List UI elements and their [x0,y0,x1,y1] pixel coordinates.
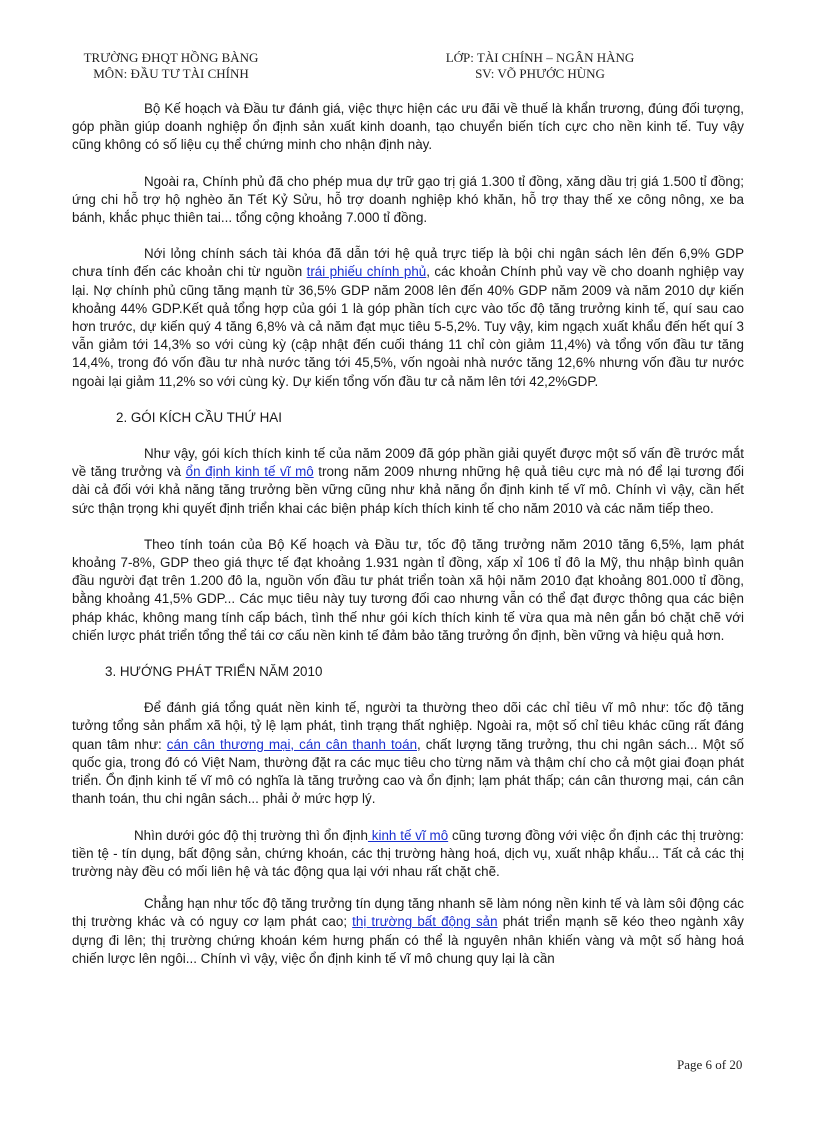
course-name: MÔN: ĐẦU TƯ TÀI CHÍNH [93,66,249,81]
section-heading-3: 3. HƯỚNG PHÁT TRIỂN NĂM 2010 [105,664,323,680]
paragraph-fiscal-policy [72,245,744,391]
text-segment: trong năm 2009 nhưng những hệ quả tiêu cực mà nó để lại tương đối dài cả đối với khả năng tăng trưởng bền vững cũng như khả năng ổn định kinh tế vĩ mô. Chính vì vậy, cần hết sức thận trọng khi quyết định triển khai các biện pháp kích thích kinh tế cho năm 2010 và các năm tiếp theo. [72,464,744,516]
paragraph-stimulus-summary [72,445,744,518]
text-segment: , các khoản Chính phủ vay về cho doanh nghiệp vay lại. Nợ chính phủ cũng tăng mạnh từ 36,5% GDP năm 2008 lên đến 40% GDP năm 2009 và năm 2010 dự kiến khoảng 44% GDP.Kết quả tổng hợp của gói 1 là góp phần tích cực vào tốc độ tăng trưởng kinh tế, quí sau cao hơn trước, dự kiến quý 4 tăng 6,8% và cả năm đạt mục tiêu 5-5,2%. Tuy vậy, kim ngạch xuất khẩu đến hết quí 3 vẫn giảm tới 14,3% so với cùng kỳ (cập nhật đến cuối tháng 11 chỉ còn giảm 11,4%) và tổng vốn đầu tư tăng 14,4%, trong đó vốn đầu tư nhà nước tăng tới 45,5%, vốn ngoài nhà nước tăng 12,6% nhưng vốn đầu tư nước ngoài lại giảm 11,2% so với cùng kỳ. Dự kiến tổng vốn đầu tư cả năm lên tới 42,2%GDP. [72,264,744,389]
text-segment: , chất lượng tăng trưởng, thu chi ngân sách... Một số quốc gia, trong đó có Việt Nam, thường đặt ra các mục tiêu cho từng năm và thậm chí cho cả một giai đoạn phát triển. Ổn định kinh tế vĩ mô có nghĩa là tăng trưởng cao và ổn định; lạm phát thấp; cán cân thương mại, cán cân thanh toán, thu chi ngân sách... phải ở mức hợp lý. [72,736,744,807]
text-segment: cũng tương đồng với việc ổn định các thị trường: tiền tệ - tín dụng, bất động sản, chứng khoán, các thị trường hàng hoá, dịch vụ, xuất nhập khẩu... Tất cả các thị trường này đều có mối liên hệ và tác động qua lại với nhau rất chặt chẽ. [72,827,744,879]
header-right [430,50,650,82]
paragraph-market-view [72,827,744,882]
document-body [72,100,744,986]
text-segment: Như vậy, gói kích thích kinh tế của năm 2009 đã góp phần giải quyết được một số vấn đề trước mắt về tăng trưởng và [72,446,744,480]
paragraph-reserves: Ngoài ra, Chính phủ đã cho phép mua dự trữ gạo trị giá 1.300 tỉ đồng, xăng dầu trị giá 1.500 tỉ đồng; ứng chi hỗ trợ hộ nghèo ăn Tết Kỷ Sửu, hỗ trợ doanh nghiệp khó khăn, hỗ trợ thay thế xe công nông, xe ba bánh, khắc phục thiên tai... tổng cộng khoảng 7.000 tỉ đồng. [72,173,744,226]
page-number: Page 6 of 20 [677,1057,743,1072]
header-left [76,50,266,82]
link-macro-economy[interactable]: kinh tế vĩ mô [367,827,449,843]
paragraph-tax-incentives: Bộ Kế hoạch và Đầu tư đánh giá, việc thực hiện các ưu đãi về thuế là khẩn trương, đúng đối tượng, góp phần giúp doanh nghiệp ổn định sản xuất kinh doanh, tạo chuyển biến tích cực cho nền kinh tế. Tuy vậy cũng không có số liệu cụ thể chứng minh cho nhận định này. [72,101,744,153]
text-segment: Nhìn dưới góc độ thị trường thì ổn định [134,827,368,843]
section-heading-2: 2. GÓI KÍCH CẦU THỨ HAI [116,409,282,425]
text-segment: Chẳng hạn như tốc độ tăng trưởng tín dụng tăng nhanh sẽ làm nóng nền kinh tế và làm sôi động các thị trường khác và có nguy cơ lạm phát cao; [72,896,744,930]
link-government-bonds[interactable]: trái phiếu chính phủ [306,264,427,280]
link-macro-stability[interactable]: ổn định kinh tế vĩ mô [185,464,314,480]
class-name: LỚP: TÀI CHÍNH – NGÂN HÀNG [445,50,635,65]
school-name: TRƯỜNG ĐHQT HỒNG BÀNG [83,50,259,65]
paragraph-macro-indicators [72,699,744,808]
text-segment: Để đánh giá tổng quát nền kinh tế, người ta thường theo dõi các chỉ tiêu vĩ mô như: tốc độ tăng tưởng tổng sản phẩm xã hội, tỷ lệ lạm phát, tình trạng thất nghiệp. Ngoài ra, một số chỉ tiêu khác cũng rất đáng quan tâm như: [72,700,744,752]
student-name: SV: VÕ PHƯỚC HÙNG [475,66,605,81]
text-segment: Nới lỏng chính sách tài khóa đã dẫn tới hệ quả trực tiếp là bội chi ngân sách lên đến 6,9% GDP chưa tính đến các khoản chi từ nguồn [72,246,744,280]
paragraph-2010-targets: Theo tính toán của Bộ Kế hoạch và Đầu tư, tốc độ tăng trưởng năm 2010 tăng 6,5%, lạm phát khoảng 7-8%, GDP theo giá thực tế đạt khoảng 1.931 ngàn tỉ đồng, xấp xỉ 106 tỉ đô la Mỹ, thu nhập bình quân đầu người đạt trên 1.200 đô la, nguồn vốn đầu tư phát triển toàn xã hội năm 2010 đạt khoảng 801.000 tỉ đồng, bằng khoảng 41,5% GDP... Các mục tiêu này tuy tương đối cao nhưng vẫn có thể đạt được thông qua các biện pháp khác, không mang tính cấp bách, tình thế như gói kích thích kinh tế vừa qua mà nên gắn bó chặt chẽ với chiến lược phát triển tổng thể tái cơ cấu nền kinh tế đảm bảo tăng trưởng ổn định, bền vững và hiệu quả hơn. [72,536,744,643]
paragraph-credit-growth [72,895,744,968]
link-trade-balance[interactable]: cán cân thương mại, cán cân thanh toán [166,736,418,752]
text-segment: phát triển mạnh sẽ kéo theo ngành xây dựng đi lên; thị trường chứng khoán kém hưng phấn có thể là nguyên nhân khiến vàng và một số hàng hoá chiến lược lên ngôi... Chính vì vậy, việc ổn định kinh tế vĩ mô chung quy lại là cần [72,914,744,966]
link-real-estate-market[interactable]: thị trường bất động sản [352,914,498,930]
